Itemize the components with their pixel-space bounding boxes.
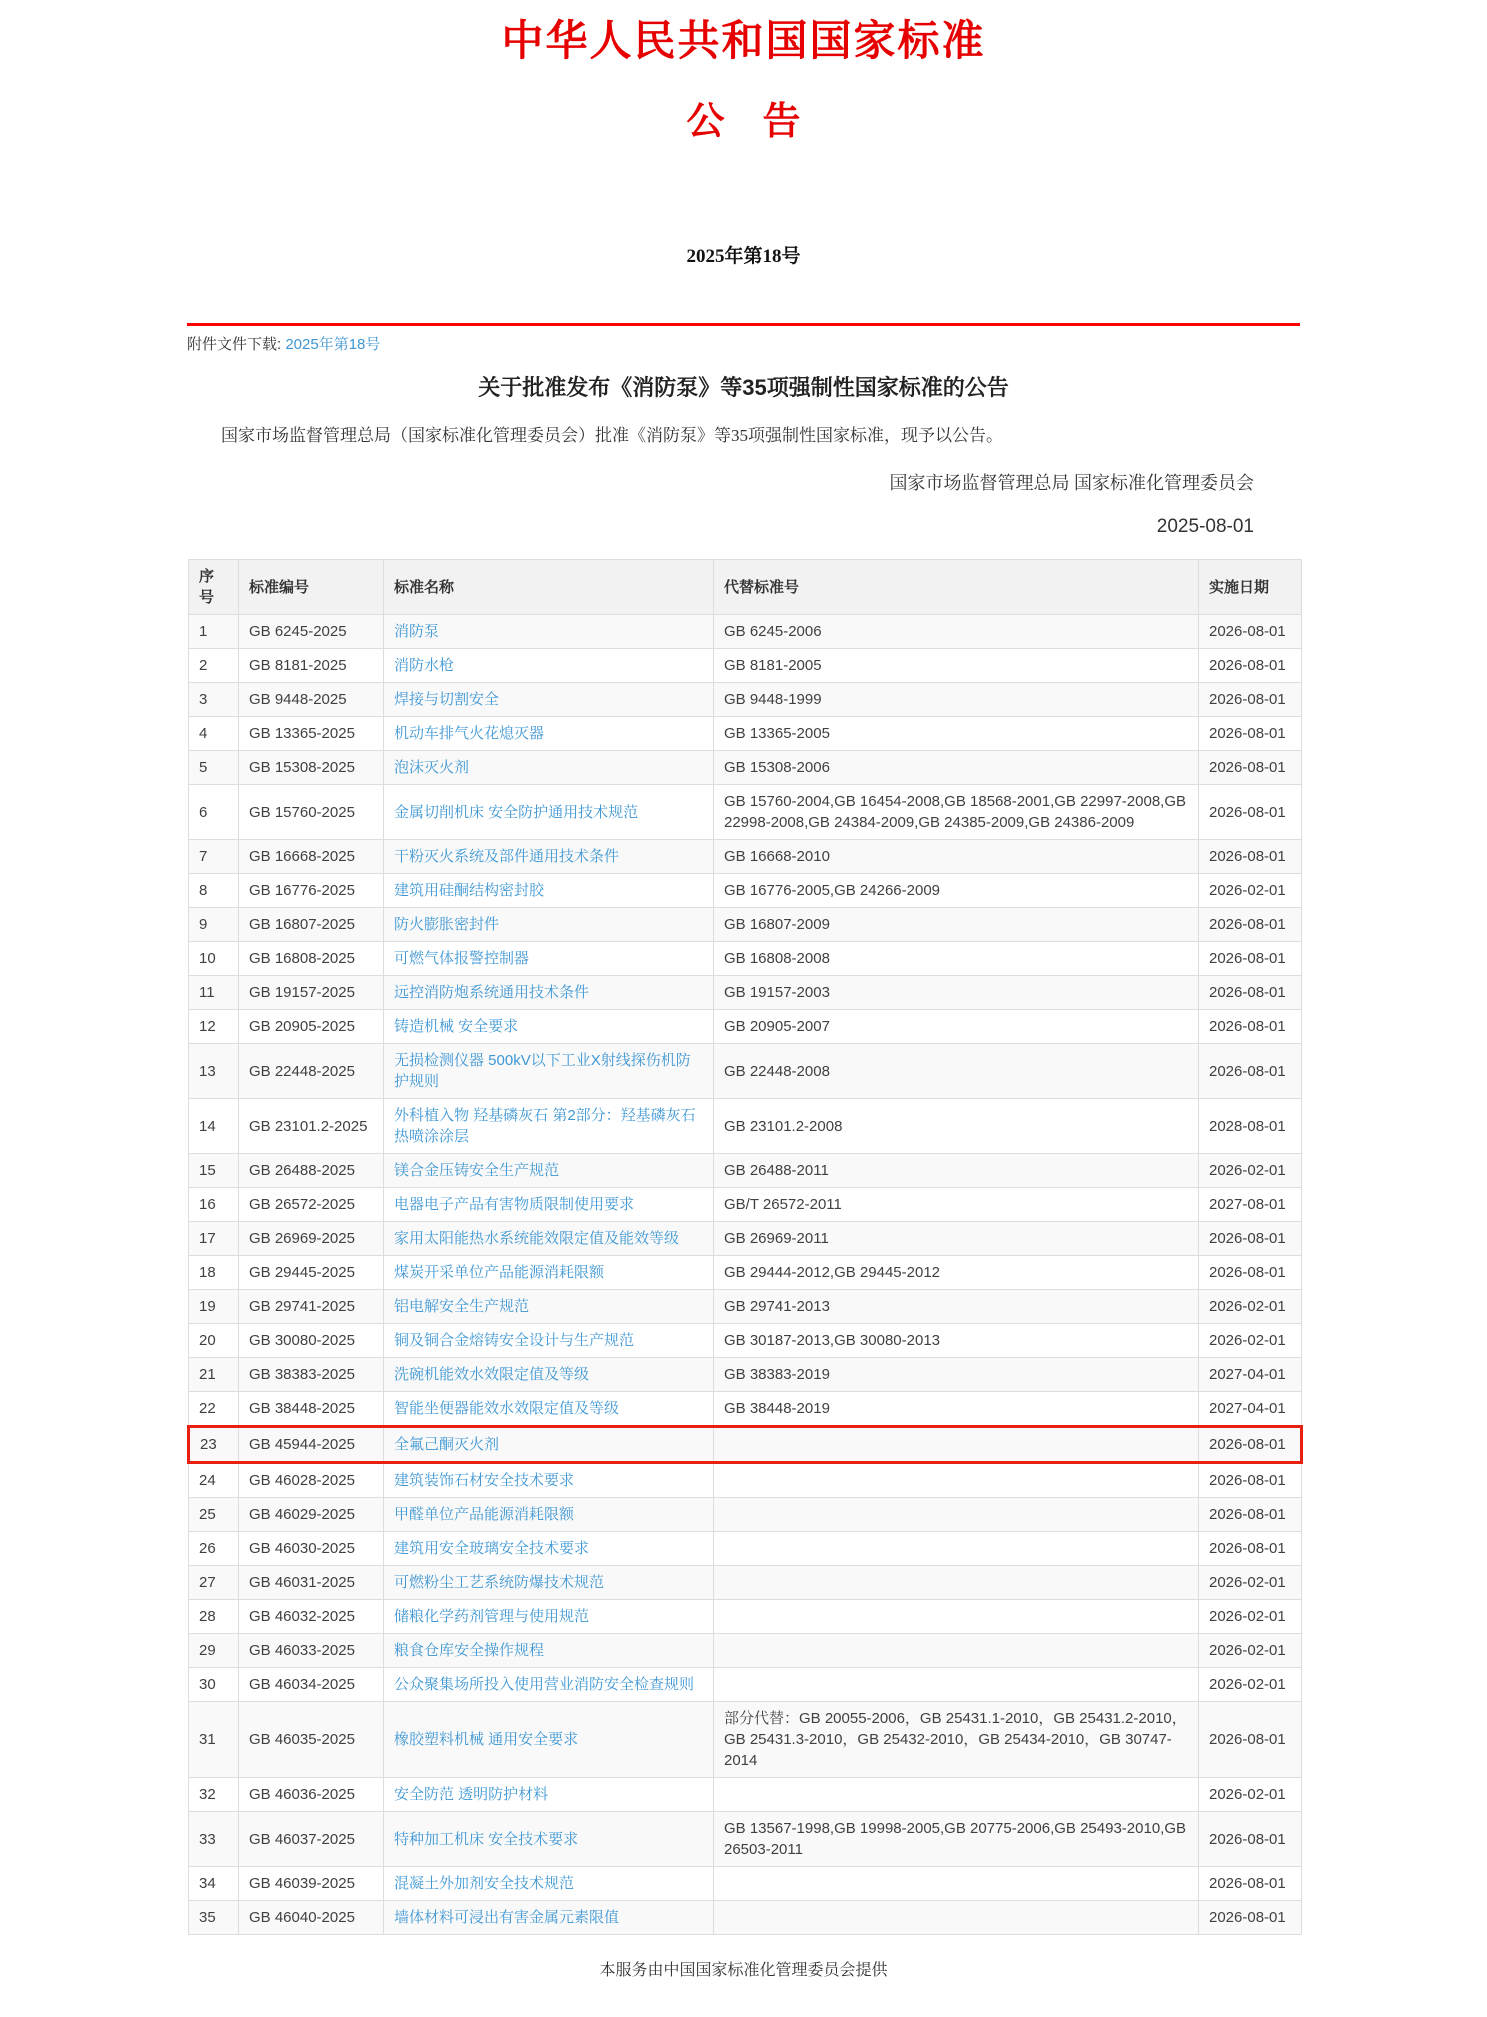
cell-date: 2026-02-01 (1199, 1154, 1302, 1188)
cell-serial: 33 (189, 1812, 239, 1867)
cell-name (384, 1222, 714, 1256)
cell-replaces: GB 16807-2009 (714, 908, 1199, 942)
cell-name (384, 1256, 714, 1290)
cell-code: GB 46032-2025 (239, 1600, 384, 1634)
standard-name-link[interactable]: 泡沫灭火剂 (394, 759, 470, 776)
cell-code: GB 16807-2025 (239, 908, 384, 942)
cell-code: GB 13365-2025 (239, 717, 384, 751)
standard-name-link[interactable]: 特种加工机床 安全技术要求 (394, 1830, 579, 1848)
cell-serial: 11 (189, 976, 239, 1010)
cell-serial: 9 (189, 908, 239, 942)
attachment-row (187, 335, 1300, 355)
cell-name (384, 874, 714, 908)
cell-code: GB 26969-2025 (239, 1222, 384, 1256)
standard-name-link[interactable]: 混凝土外加剂安全技术规范 (394, 1875, 575, 1892)
cell-serial: 20 (189, 1324, 239, 1358)
cell-date: 2026-08-01 (1199, 1044, 1302, 1099)
cell-date: 2026-08-01 (1199, 1702, 1302, 1778)
cell-replaces (714, 1463, 1199, 1498)
standard-name-link[interactable]: 金属切削机床 安全防护通用技术规范 (394, 803, 639, 821)
cell-code: GB 38383-2025 (239, 1358, 384, 1392)
standard-name-link[interactable]: 防火膨胀密封件 (394, 916, 500, 933)
cell-name (384, 785, 714, 840)
cell-date: 2026-08-01 (1199, 1463, 1302, 1498)
cell-replaces (714, 1668, 1199, 1702)
cell-code: GB 16668-2025 (239, 840, 384, 874)
cell-replaces: GB 16808-2008 (714, 942, 1199, 976)
cell-date: 2026-08-01 (1199, 1427, 1302, 1463)
cell-date: 2026-08-01 (1199, 1867, 1302, 1901)
table-row (189, 1154, 1302, 1188)
cell-serial: 35 (189, 1901, 239, 1935)
column-header: 标准编号 (239, 560, 384, 615)
standard-name-link[interactable]: 公众聚集场所投入使用营业消防安全检查规则 (394, 1676, 695, 1693)
standard-name-link[interactable]: 建筑用硅酮结构密封胶 (394, 882, 545, 899)
cell-code: GB 46037-2025 (239, 1812, 384, 1867)
cell-replaces: GB 15760-2004,GB 16454-2008,GB 18568-2001,GB 22997-2008,GB 22998-2008,GB 24384-2009,GB 24385-2009,GB 24386-2009 (714, 785, 1199, 840)
standard-name-link[interactable]: 墙体材料可浸出有害金属元素限值 (394, 1909, 620, 1926)
cell-serial: 32 (189, 1778, 239, 1812)
cell-replaces: GB 6245-2006 (714, 615, 1199, 649)
cell-serial: 18 (189, 1256, 239, 1290)
cell-name (384, 908, 714, 942)
table-row (189, 1010, 1302, 1044)
cell-date: 2026-08-01 (1199, 649, 1302, 683)
cell-code: GB 29741-2025 (239, 1290, 384, 1324)
standard-name-link[interactable]: 机动车排气火花熄灭器 (394, 725, 545, 742)
cell-serial: 26 (189, 1532, 239, 1566)
cell-code: GB 46030-2025 (239, 1532, 384, 1566)
table-row (189, 942, 1302, 976)
cell-date: 2026-08-01 (1199, 785, 1302, 840)
cell-code: GB 26488-2025 (239, 1154, 384, 1188)
cell-replaces (714, 1778, 1199, 1812)
document-page (187, 0, 1300, 2017)
cell-date: 2026-02-01 (1199, 874, 1302, 908)
cell-replaces (714, 1532, 1199, 1566)
cell-replaces (714, 1427, 1199, 1463)
column-header: 标准名称 (384, 560, 714, 615)
cell-serial: 31 (189, 1702, 239, 1778)
cell-code: GB 29445-2025 (239, 1256, 384, 1290)
page-footer: 本服务由中国国家标准化管理委员会提供 (599, 1962, 888, 1979)
table-row (189, 1392, 1302, 1427)
cell-replaces: GB 26488-2011 (714, 1154, 1199, 1188)
cell-code: GB 46031-2025 (239, 1566, 384, 1600)
cell-name (384, 1154, 714, 1188)
table-row (189, 717, 1302, 751)
cell-serial: 25 (189, 1498, 239, 1532)
cell-code: GB 15308-2025 (239, 751, 384, 785)
table-row (189, 1566, 1302, 1600)
cell-serial: 16 (189, 1188, 239, 1222)
cell-replaces: GB 16668-2010 (714, 840, 1199, 874)
cell-replaces: GB 29741-2013 (714, 1290, 1199, 1324)
cell-replaces: GB 16776-2005,GB 24266-2009 (714, 874, 1199, 908)
standard-name-link[interactable]: 焊接与切割安全 (394, 691, 500, 708)
cell-serial: 30 (189, 1668, 239, 1702)
table-header-row (189, 560, 1302, 615)
cell-name (384, 615, 714, 649)
cell-name (384, 1463, 714, 1498)
cell-replaces: GB 26969-2011 (714, 1222, 1199, 1256)
cell-code: GB 20905-2025 (239, 1010, 384, 1044)
cell-date: 2026-08-01 (1199, 942, 1302, 976)
cell-serial: 8 (189, 874, 239, 908)
table-row (189, 1358, 1302, 1392)
column-header: 实施日期 (1199, 560, 1302, 615)
cell-serial: 3 (189, 683, 239, 717)
standard-name-link[interactable]: 消防泵 (394, 623, 440, 640)
attachment-label: 附件文件下载: (187, 336, 282, 353)
cell-code: GB 46034-2025 (239, 1668, 384, 1702)
cell-date: 2026-02-01 (1199, 1778, 1302, 1812)
cell-serial: 12 (189, 1010, 239, 1044)
cell-date: 2026-02-01 (1199, 1668, 1302, 1702)
cell-code: GB 38448-2025 (239, 1392, 384, 1427)
cell-replaces: GB/T 26572-2011 (714, 1188, 1199, 1222)
cell-name (384, 942, 714, 976)
cell-date: 2026-08-01 (1199, 615, 1302, 649)
table-row (189, 908, 1302, 942)
cell-code: GB 16776-2025 (239, 874, 384, 908)
cell-replaces: GB 8181-2005 (714, 649, 1199, 683)
table-row (189, 1463, 1302, 1498)
cell-name (384, 1532, 714, 1566)
cell-date: 2026-08-01 (1199, 1901, 1302, 1935)
cell-name (384, 1566, 714, 1600)
cell-date: 2026-08-01 (1199, 751, 1302, 785)
cell-serial: 28 (189, 1600, 239, 1634)
cell-replaces: GB 13567-1998,GB 19998-2005,GB 20775-2006,GB 25493-2010,GB 26503-2011 (714, 1812, 1199, 1867)
cell-serial: 19 (189, 1290, 239, 1324)
table-row (189, 1188, 1302, 1222)
table-row (189, 874, 1302, 908)
standard-name-link[interactable]: 电器电子产品有害物质限制使用要求 (394, 1196, 635, 1213)
cell-replaces: GB 22448-2008 (714, 1044, 1199, 1099)
standard-name-link[interactable]: 粮食仓库安全操作规程 (394, 1642, 545, 1659)
cell-serial: 34 (189, 1867, 239, 1901)
standard-name-link[interactable]: 消防水枪 (394, 657, 455, 674)
announcement-title: 关于批准发布《消防泵》等35项强制性国家标准的公告 (478, 375, 1009, 400)
cell-name (384, 717, 714, 751)
table-row (189, 751, 1302, 785)
cell-replaces (714, 1634, 1199, 1668)
cell-replaces (714, 1901, 1199, 1935)
cell-replaces (714, 1566, 1199, 1600)
cell-name (384, 1358, 714, 1392)
table-row (189, 1498, 1302, 1532)
cell-code: GB 46028-2025 (239, 1463, 384, 1498)
red-divider (187, 323, 1300, 326)
cell-replaces (714, 1867, 1199, 1901)
cell-code: GB 8181-2025 (239, 649, 384, 683)
cell-name (384, 683, 714, 717)
cell-serial: 23 (189, 1427, 239, 1463)
cell-name (384, 649, 714, 683)
cell-date: 2026-08-01 (1199, 976, 1302, 1010)
cell-replaces: GB 15308-2006 (714, 751, 1199, 785)
cell-name (384, 1427, 714, 1463)
standard-name-link[interactable]: 远控消防炮系统通用技术条件 (394, 984, 590, 1001)
table-row (189, 1099, 1302, 1154)
table-row (189, 1867, 1302, 1901)
standard-name-link[interactable]: 甲醛单位产品能源消耗限额 (394, 1506, 575, 1523)
cell-replaces (714, 1600, 1199, 1634)
cell-date: 2026-08-01 (1199, 1812, 1302, 1867)
cell-name (384, 840, 714, 874)
cell-serial: 6 (189, 785, 239, 840)
standard-name-link[interactable]: 洗碗机能效水效限定值及等级 (394, 1366, 590, 1383)
cell-code: GB 46039-2025 (239, 1867, 384, 1901)
cell-date: 2026-08-01 (1199, 1256, 1302, 1290)
cell-name (384, 1634, 714, 1668)
cell-serial: 24 (189, 1463, 239, 1498)
table-row (189, 615, 1302, 649)
cell-replaces: GB 29444-2012,GB 29445-2012 (714, 1256, 1199, 1290)
cell-replaces: GB 38448-2019 (714, 1392, 1199, 1427)
cell-code: GB 23101.2-2025 (239, 1099, 384, 1154)
cell-date: 2027-08-01 (1199, 1188, 1302, 1222)
standard-name-link[interactable]: 外科植入物 羟基磷灰石 第2部分：羟基磷灰石热喷涂涂层 (394, 1107, 696, 1145)
standard-name-link[interactable]: 橡胶塑料机械 通用安全要求 (394, 1731, 579, 1748)
cell-replaces: GB 38383-2019 (714, 1358, 1199, 1392)
cell-name (384, 1290, 714, 1324)
column-header: 代替标准号 (714, 560, 1199, 615)
table-row (189, 1812, 1302, 1867)
cell-date: 2026-08-01 (1199, 1498, 1302, 1532)
standard-name-link[interactable]: 全氟己酮灭火剂 (394, 1436, 500, 1453)
standard-name-link[interactable]: 煤炭开采单位产品能源消耗限额 (394, 1264, 605, 1281)
cell-name (384, 1702, 714, 1778)
cell-serial: 15 (189, 1154, 239, 1188)
cell-serial: 13 (189, 1044, 239, 1099)
standard-name-link[interactable]: 铝电解安全生产规范 (394, 1298, 530, 1315)
cell-date: 2026-08-01 (1199, 840, 1302, 874)
standard-name-link[interactable]: 安全防范 透明防护材料 (394, 1786, 549, 1803)
cell-serial: 2 (189, 649, 239, 683)
cell-code: GB 22448-2025 (239, 1044, 384, 1099)
announcement-body: 国家市场监督管理总局（国家标准化管理委员会）批准《消防泵》等35项强制性国家标准，现予以公告。 (221, 426, 1003, 445)
cell-code: GB 46029-2025 (239, 1498, 384, 1532)
column-header: 序号 (189, 560, 239, 615)
page-subtitle: 公 告 (686, 100, 801, 143)
cell-name (384, 1812, 714, 1867)
standard-name-link[interactable]: 可燃气体报警控制器 (394, 950, 530, 967)
table-row (189, 1290, 1302, 1324)
cell-replaces: GB 30187-2013,GB 30080-2013 (714, 1324, 1199, 1358)
cell-serial: 14 (189, 1099, 239, 1154)
cell-name (384, 1099, 714, 1154)
cell-code: GB 30080-2025 (239, 1324, 384, 1358)
cell-name (384, 976, 714, 1010)
cell-date: 2026-02-01 (1199, 1600, 1302, 1634)
table-row (189, 683, 1302, 717)
cell-code: GB 16808-2025 (239, 942, 384, 976)
standard-name-link[interactable]: 干粉灭火系统及部件通用技术条件 (394, 848, 620, 865)
cell-code: GB 26572-2025 (239, 1188, 384, 1222)
standard-name-link[interactable]: 建筑装饰石材安全技术要求 (394, 1472, 575, 1489)
cell-code: GB 46033-2025 (239, 1634, 384, 1668)
cell-serial: 4 (189, 717, 239, 751)
cell-code: GB 46040-2025 (239, 1901, 384, 1935)
cell-replaces: 部分代替：GB 20055-2006，GB 25431.1-2010，GB 25431.2-2010，GB 25431.3-2010，GB 25432-2010，GB 25434-2010，GB 30747-2014 (714, 1702, 1199, 1778)
cell-name (384, 1498, 714, 1532)
cell-code: GB 15760-2025 (239, 785, 384, 840)
cell-code: GB 46035-2025 (239, 1702, 384, 1778)
cell-date: 2026-08-01 (1199, 683, 1302, 717)
cell-date: 2026-08-01 (1199, 1222, 1302, 1256)
cell-replaces (714, 1498, 1199, 1532)
standards-table (187, 559, 1303, 1935)
standard-name-link[interactable]: 建筑用安全玻璃安全技术要求 (394, 1540, 590, 1557)
cell-name (384, 1867, 714, 1901)
cell-code: GB 19157-2025 (239, 976, 384, 1010)
standard-name-link[interactable]: 智能坐便器能效水效限定值及等级 (394, 1400, 620, 1417)
cell-date: 2027-04-01 (1199, 1358, 1302, 1392)
table-row (189, 1668, 1302, 1702)
cell-date: 2026-08-01 (1199, 908, 1302, 942)
standard-name-link[interactable]: 铸造机械 安全要求 (394, 1018, 519, 1035)
cell-serial: 5 (189, 751, 239, 785)
cell-date: 2026-08-01 (1199, 1532, 1302, 1566)
cell-serial: 7 (189, 840, 239, 874)
cell-name (384, 751, 714, 785)
standard-name-link[interactable]: 无损检测仪器 500kV以下工业X射线探伤机防护规则 (394, 1052, 691, 1090)
table-row (189, 976, 1302, 1010)
standard-name-link[interactable]: 镁合金压铸安全生产规范 (394, 1162, 560, 1179)
table-row (189, 1901, 1302, 1935)
cell-serial: 21 (189, 1358, 239, 1392)
standard-name-link[interactable]: 可燃粉尘工艺系统防爆技术规范 (394, 1574, 605, 1591)
table-row (189, 1778, 1302, 1812)
cell-date: 2026-08-01 (1199, 717, 1302, 751)
cell-name (384, 1010, 714, 1044)
cell-code: GB 9448-2025 (239, 683, 384, 717)
cell-date: 2028-08-01 (1199, 1099, 1302, 1154)
cell-replaces: GB 13365-2005 (714, 717, 1199, 751)
table-row (189, 785, 1302, 840)
cell-name (384, 1901, 714, 1935)
table-row (189, 1222, 1302, 1256)
issue-date-line: 2025-08-01 (1156, 516, 1254, 537)
cell-name (384, 1188, 714, 1222)
table-row (189, 840, 1302, 874)
cell-serial: 27 (189, 1566, 239, 1600)
cell-date: 2026-02-01 (1199, 1634, 1302, 1668)
cell-name (384, 1600, 714, 1634)
cell-name (384, 1044, 714, 1099)
cell-code: GB 45944-2025 (239, 1427, 384, 1463)
issuer-line: 国家市场监督管理总局 国家标准化管理委员会 (889, 473, 1254, 493)
cell-replaces: GB 20905-2007 (714, 1010, 1199, 1044)
cell-name (384, 1324, 714, 1358)
cell-replaces: GB 19157-2003 (714, 976, 1199, 1010)
cell-code: GB 46036-2025 (239, 1778, 384, 1812)
page-title: 中华人民共和国国家标准 (501, 19, 986, 65)
cell-date: 2026-02-01 (1199, 1324, 1302, 1358)
cell-date: 2026-08-01 (1199, 1010, 1302, 1044)
cell-replaces: GB 9448-1999 (714, 683, 1199, 717)
cell-serial: 22 (189, 1392, 239, 1427)
cell-code: GB 6245-2025 (239, 615, 384, 649)
attachment-link[interactable]: 2025年第18号 (285, 336, 381, 353)
cell-name (384, 1392, 714, 1427)
table-row (189, 1044, 1302, 1099)
issue-number: 2025年第18号 (686, 246, 801, 267)
cell-replaces: GB 23101.2-2008 (714, 1099, 1199, 1154)
cell-date: 2026-02-01 (1199, 1566, 1302, 1600)
cell-date: 2026-02-01 (1199, 1290, 1302, 1324)
table-row (189, 1702, 1302, 1778)
table-row (189, 1256, 1302, 1290)
table-row (189, 1600, 1302, 1634)
table-row (189, 1427, 1302, 1463)
table-row (189, 1634, 1302, 1668)
cell-serial: 1 (189, 615, 239, 649)
table-row (189, 1532, 1302, 1566)
standard-name-link[interactable]: 铜及铜合金熔铸安全设计与生产规范 (394, 1332, 635, 1349)
standard-name-link[interactable]: 储粮化学药剂管理与使用规范 (394, 1608, 590, 1625)
cell-date: 2027-04-01 (1199, 1392, 1302, 1427)
cell-serial: 10 (189, 942, 239, 976)
cell-serial: 29 (189, 1634, 239, 1668)
table-row (189, 1324, 1302, 1358)
table-row (189, 649, 1302, 683)
cell-name (384, 1668, 714, 1702)
cell-name (384, 1778, 714, 1812)
standard-name-link[interactable]: 家用太阳能热水系统能效限定值及能效等级 (394, 1230, 680, 1247)
cell-serial: 17 (189, 1222, 239, 1256)
